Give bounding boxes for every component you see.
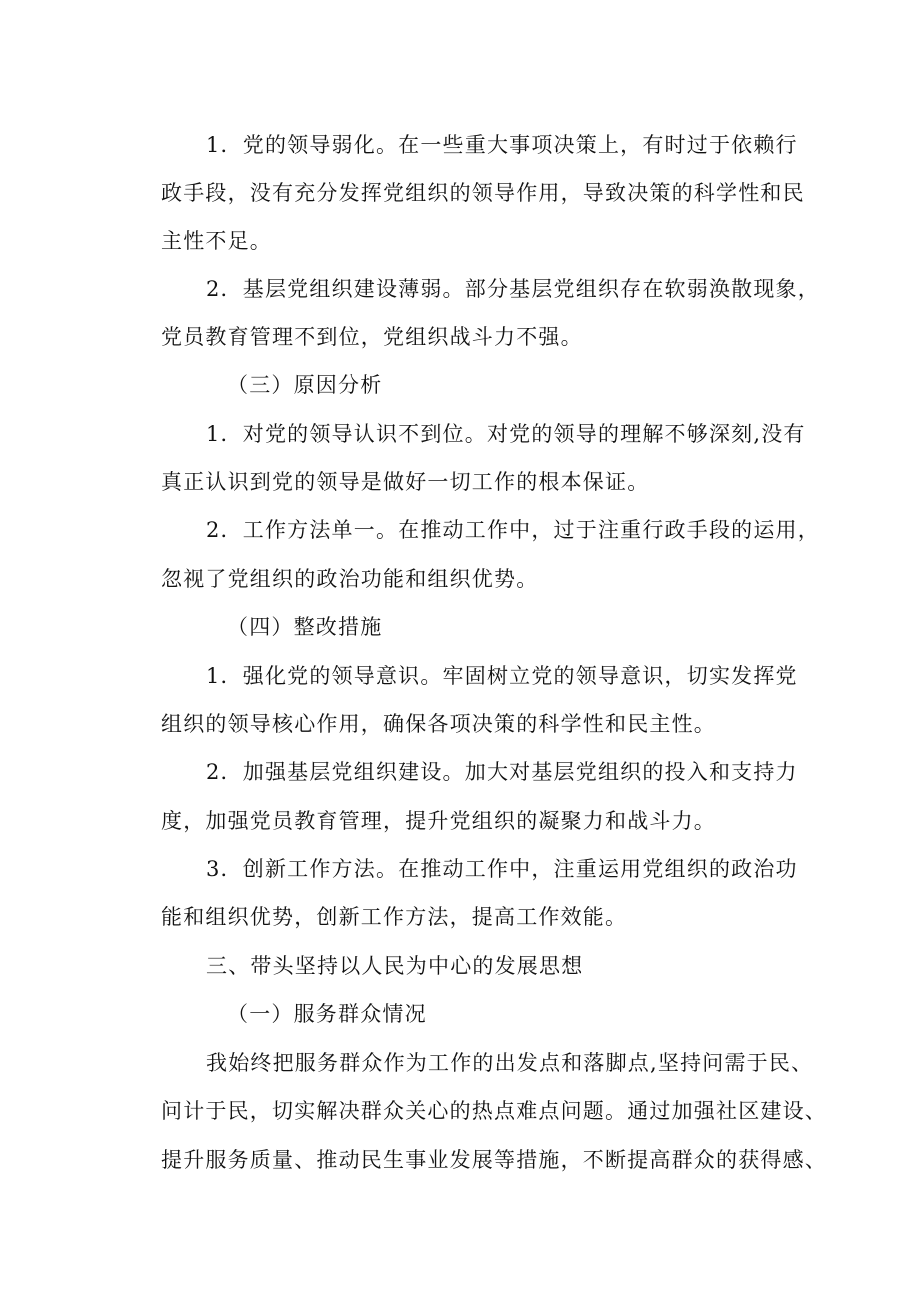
paragraph-line: 问计于民，切实解决群众关心的热点难点问题。通过加强社区建设、: [161, 1099, 827, 1123]
paragraph-line: 提升服务质量、推动民生事业发展等措施，不断提高群众的获得感、: [161, 1148, 827, 1172]
section-heading: （一）服务群众情况: [227, 1002, 427, 1026]
paragraph-line: 主性不足。: [161, 229, 272, 253]
paragraph-line: 1．对党的领导认识不到位。对党的领导的理解不够深刻,没有: [206, 422, 806, 446]
section-heading: （四）整改措施: [227, 615, 383, 639]
chapter-heading: 三、带头坚持以人民为中心的发展思想: [206, 954, 584, 978]
paragraph-line: 2．基层党组织建设薄弱。部分基层党组织存在软弱涣散现象，: [206, 277, 820, 301]
paragraph-line: 1．强化党的领导意识。牢固树立党的领导意识，切实发挥党: [206, 664, 798, 688]
paragraph-line: 2．工作方法单一。在推动工作中，过于注重行政手段的运用，: [206, 518, 820, 542]
paragraph-line: 1．党的领导弱化。在一些重大事项决策上，有时过于依赖行: [206, 133, 798, 157]
paragraph-line: 组织的领导核心作用，确保各项决策的科学性和民主性。: [161, 712, 716, 736]
paragraph-line: 政手段，没有充分发挥党组织的领导作用，导致决策的科学性和民: [161, 181, 805, 205]
paragraph-line: 能和组织优势，创新工作方法，提高工作效能。: [161, 905, 628, 929]
paragraph-line: 党员教育管理不到位，党组织战斗力不强。: [161, 325, 583, 349]
paragraph-line: 真正认识到党的领导是做好一切工作的根本保证。: [161, 470, 650, 494]
paragraph-line: 度，加强党员教育管理，提升党组织的凝聚力和战斗力。: [161, 809, 716, 833]
paragraph-line: 3．创新工作方法。在推动工作中，注重运用党组织的政治功: [206, 857, 798, 881]
paragraph-line: 我始终把服务群众作为工作的出发点和落脚点,坚持问需于民、: [206, 1051, 814, 1075]
section-heading: （三）原因分析: [227, 373, 383, 397]
paragraph-line: 忽视了党组织的政治功能和组织优势。: [161, 567, 539, 591]
paragraph-line: 2．加强基层党组织建设。加大对基层党组织的投入和支持力: [206, 760, 798, 784]
